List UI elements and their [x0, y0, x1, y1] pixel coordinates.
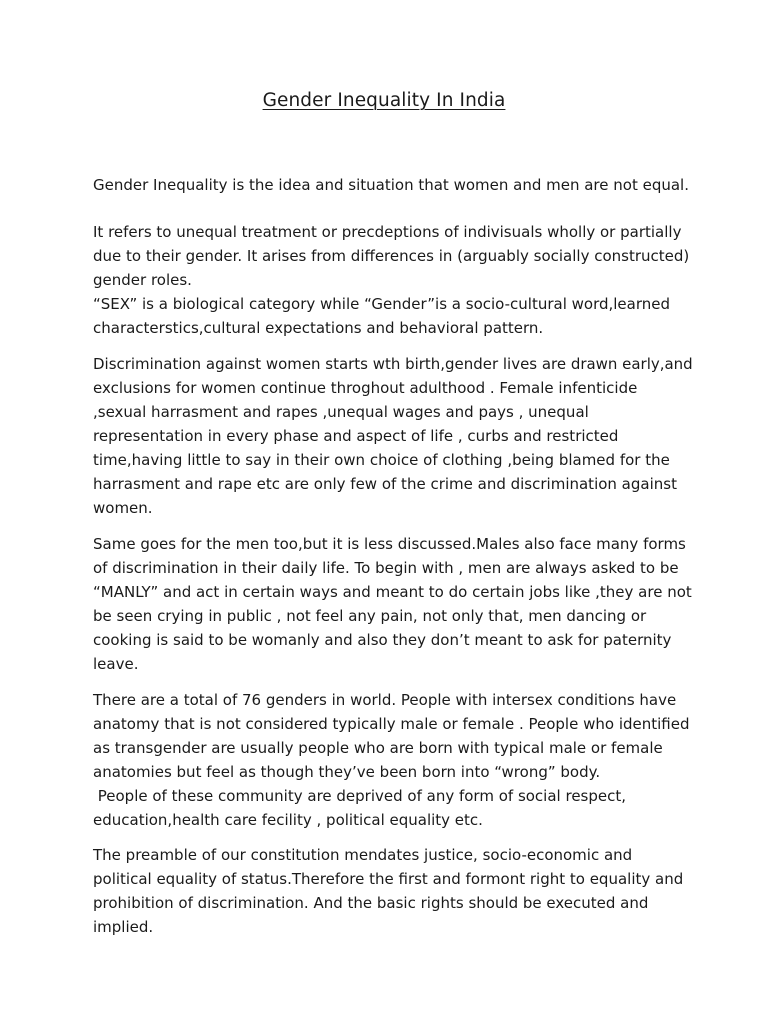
paragraph-line: of discrimination in their daily life. To begin with , men are always asked to be — [93, 559, 679, 577]
paragraph-line: women. — [93, 499, 153, 517]
paragraph-line: education,health care fecility , political equality etc. — [93, 811, 483, 829]
paragraph-6 — [93, 843, 693, 939]
paragraph-line: as transgender are usually people who are born with typical male or female — [93, 739, 663, 757]
paragraph-2 — [93, 220, 693, 340]
paragraph-line: leave. — [93, 655, 139, 673]
paragraph-4 — [93, 532, 693, 676]
paragraph-line: “SEX” is a biological category while “Gender”is a socio-cultural word,learned — [93, 295, 671, 313]
paragraph-line: It refers to unequal treatment or precdeptions of indivisuals wholly or partially — [93, 223, 682, 241]
paragraph-line: “MANLY” and act in certain ways and meant to do certain jobs like ,they are not — [93, 583, 692, 601]
paragraph-line: political equality of status.Therefore the first and formont right to equality and — [93, 870, 684, 888]
paragraph-line: People of these community are deprived of any form of social respect, — [93, 787, 627, 805]
paragraph-3 — [93, 352, 693, 520]
paragraph-line: cooking is said to be womanly and also they don’t meant to ask for paternity — [93, 631, 672, 649]
paragraph-line: anatomies but feel as though they’ve been born into “wrong” body. — [93, 763, 601, 781]
paragraph-line: The preamble of our constitution mendates justice, socio-economic and — [93, 846, 633, 864]
paragraph-line: time,having little to say in their own choice of clothing ,being blamed for the — [93, 451, 670, 469]
paragraph-line: Gender Inequality is the idea and situation that women and men are not equal. — [93, 176, 689, 194]
paragraph-line: ,sexual harrasment and rapes ,unequal wages and pays , unequal — [93, 403, 589, 421]
document-title: Gender Inequality In India — [262, 90, 506, 111]
paragraph-line: There are a total of 76 genders in world. People with intersex conditions have — [93, 691, 677, 709]
paragraph-line: characterstics,cultural expectations and behavioral pattern. — [93, 319, 544, 337]
paragraph-line: due to their gender. It arises from differences in (arguably socially constructed) — [93, 247, 690, 265]
paragraph-line: exclusions for women continue throghout adulthood . Female infenticide — [93, 379, 638, 397]
paragraph-1 — [93, 173, 693, 197]
paragraph-line: implied. — [93, 918, 154, 936]
paragraph-line: Discrimination against women starts wth birth,gender lives are drawn early,and — [93, 355, 693, 373]
paragraph-line: Same goes for the men too,but it is less discussed.Males also face many forms — [93, 535, 686, 553]
paragraph-line: prohibition of discrimination. And the basic rights should be executed and — [93, 894, 649, 912]
paragraph-5 — [93, 688, 693, 832]
paragraph-line: gender roles. — [93, 271, 192, 289]
paragraph-line: be seen crying in public , not feel any pain, not only that, men dancing or — [93, 607, 647, 625]
paragraph-line: anatomy that is not considered typically male or female . People who identified — [93, 715, 690, 733]
paragraph-line: representation in every phase and aspect of life , curbs and restricted — [93, 427, 619, 445]
paragraph-line: harrasment and rape etc are only few of the crime and discrimination against — [93, 475, 677, 493]
